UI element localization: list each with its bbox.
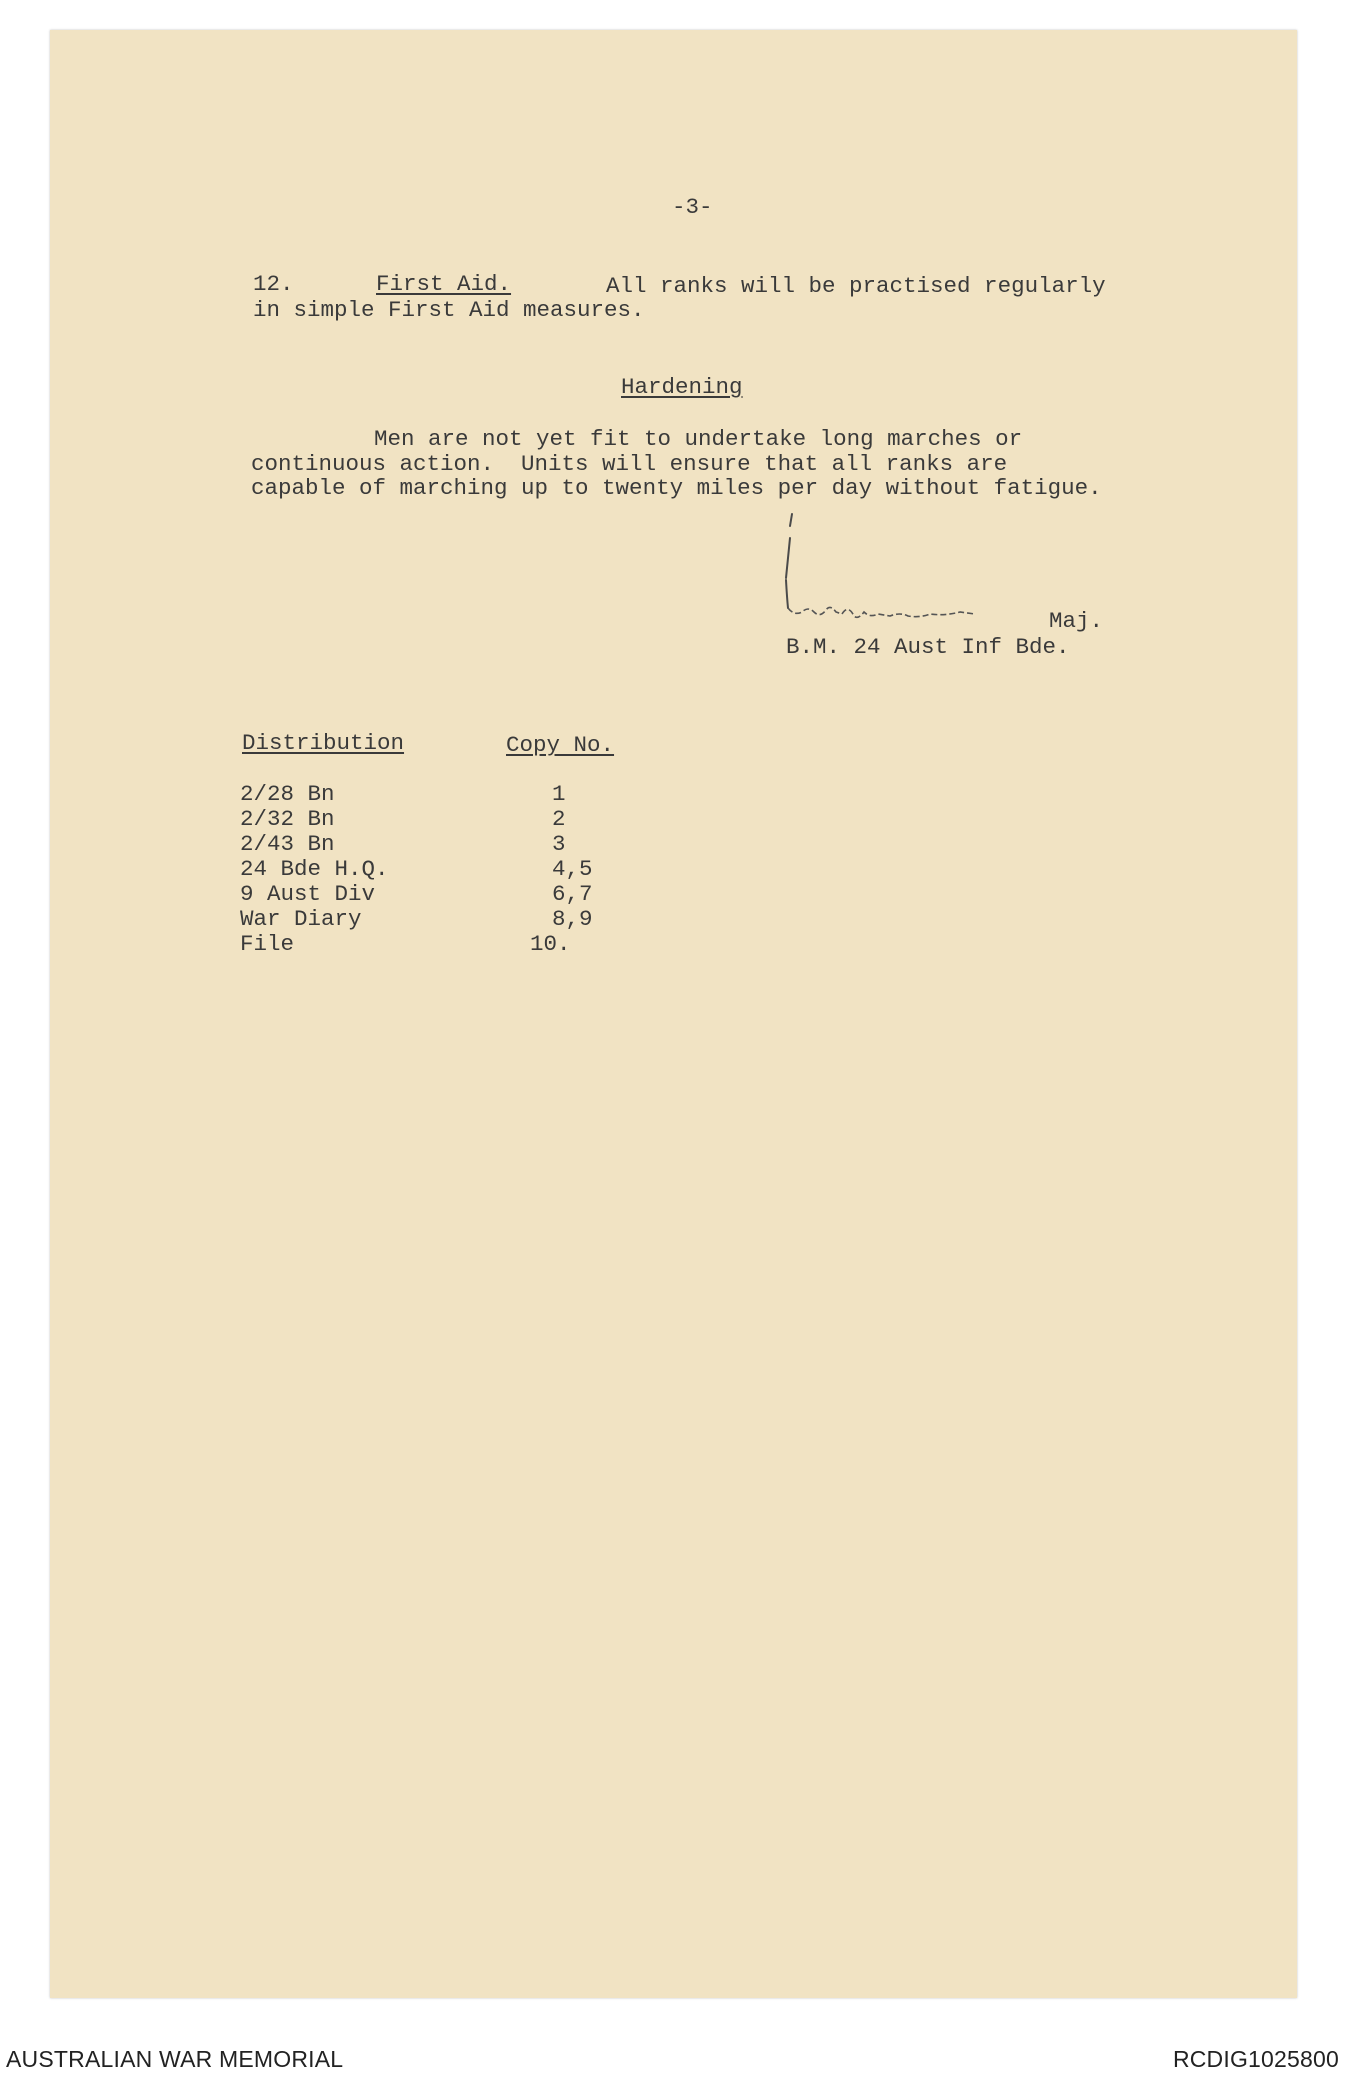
- hardening-text-line-3: capable of marching up to twenty miles per day without fatigue.: [251, 475, 1102, 501]
- distribution-unit: 24 Bde H.Q.: [240, 856, 389, 882]
- footer-source: AUSTRALIAN WAR MEMORIAL: [6, 2046, 344, 2072]
- distribution-row: [240, 832, 640, 857]
- distribution-copy: 6,7: [552, 881, 593, 907]
- hardening-text-line-1: Men are not yet fit to undertake long marches or: [374, 426, 1023, 452]
- distribution-unit: War Diary: [240, 906, 362, 932]
- distribution-copy: 4,5: [552, 856, 593, 882]
- distribution-unit: 2/43 Bn: [240, 831, 335, 857]
- distribution-unit: 2/28 Bn: [240, 781, 335, 807]
- distribution-row: [240, 932, 640, 957]
- distribution-unit: File: [240, 931, 295, 957]
- distribution-row: [240, 857, 640, 882]
- distribution-copy: 10.: [530, 931, 571, 957]
- handwritten-signature: [770, 508, 1060, 638]
- distribution-header: Distribution: [242, 730, 405, 756]
- distribution-row: [240, 782, 640, 807]
- distribution-unit: 9 Aust Div: [240, 881, 376, 907]
- copy-no-header: Copy No.: [506, 732, 615, 758]
- hardening-text-line-2: continuous action. Units will ensure that all ranks are: [251, 451, 1008, 477]
- section-text-line-2: in simple First Aid measures.: [253, 297, 645, 323]
- signature-title: B.M. 24 Aust Inf Bde.: [786, 634, 1070, 660]
- section-heading: First Aid.: [376, 271, 512, 297]
- signature-rank: Maj.: [1049, 608, 1104, 634]
- distribution-row: [240, 882, 640, 907]
- section-text-line-1: All ranks will be practised regularly: [606, 273, 1106, 299]
- distribution-row: [240, 807, 640, 832]
- page-number: -3-: [672, 194, 713, 220]
- distribution-row: [240, 907, 640, 932]
- distribution-unit: 2/32 Bn: [240, 806, 335, 832]
- hardening-heading: Hardening: [621, 374, 743, 400]
- distribution-copy: 1: [552, 781, 566, 807]
- distribution-copy: 2: [552, 806, 566, 832]
- section-number: 12.: [253, 271, 294, 297]
- distribution-copy: 3: [552, 831, 566, 857]
- distribution-copy: 8,9: [552, 906, 593, 932]
- document-page: [50, 30, 1297, 1998]
- footer-id: RCDIG1025800: [1172, 2046, 1339, 2072]
